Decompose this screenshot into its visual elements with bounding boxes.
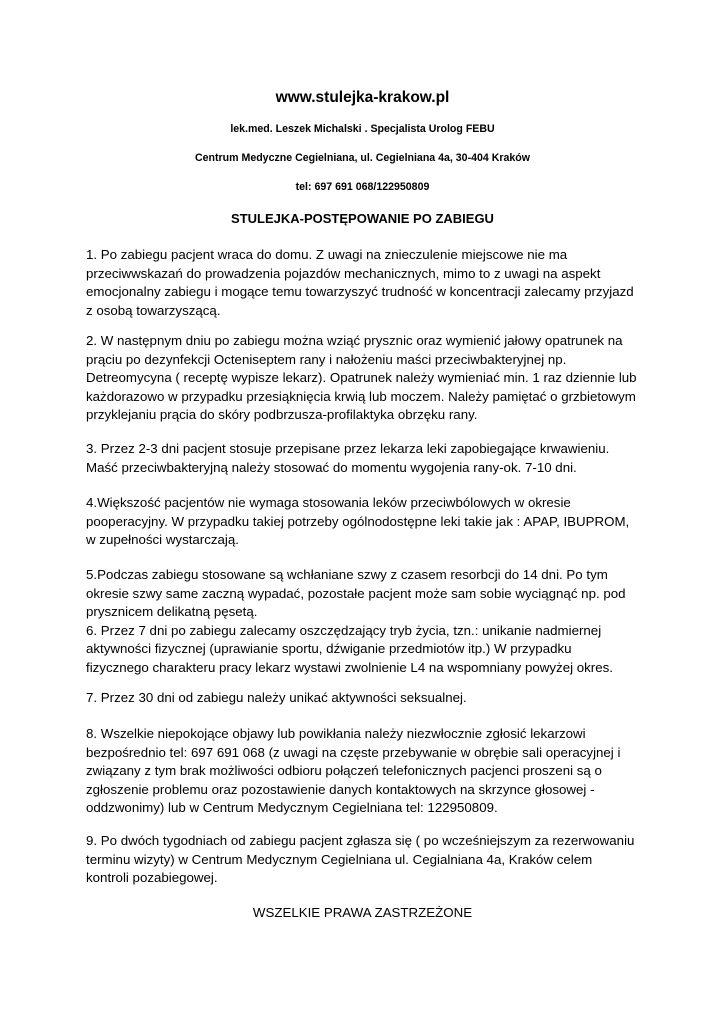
doctor-name: lek.med. Leszek Michalski . Specjalista Urolog FEBU — [230, 123, 495, 135]
paragraph-9: 9. Po dwóch tygodniach od zabiegu pacjent zgłasza się ( po wcześniejszym za rezerwowaniu terminu wizyty) w Centrum Medycznym Cegielniana ul. Cegialniana 4a, Kraków celem kontroli pozabiegowej. — [86, 833, 635, 886]
paragraph-4: 4.Większość pacjentów nie wymaga stosowania leków przeciwbólowych w okresie pooperacyjny. W przypadku takiej potrzeby ogólnodostępne leki takie jak : APAP, IBUPROM, w zupełności wystarczają. — [86, 495, 630, 548]
phone-numbers: tel: 697 691 068/122950809 — [295, 181, 430, 193]
paragraph-7: 7. Przez 30 dni od zabiegu należy unikać aktywności seksualnej. — [86, 690, 467, 705]
paragraph-5-6: 5.Podczas zabiegu stosowane są wchłaniane szwy z czasem resorbcji do 14 dni. Po tym okresie szwy same zaczną wypadać, pozostałe pacjent może sam sobie wyciągnąć np. pod prysznicem delikatną pęsetą. 6. Przez 7 dni po zabiegu zalecamy oszczędzający tryb życia, tzn.: unikanie nadmiernej aktywności fizycznej (uprawianie sportu, dźwiganie przedmiotów itp.) W przypadku fizycznego charakteru pracy lekarz wystawi zwolnienie L4 na wspomniany powyżej okres. — [86, 567, 626, 675]
website-url: www.stulejka-krakow.pl — [275, 89, 450, 106]
document-title: STULEJKA-POSTĘPOWANIE PO ZABIEGU — [231, 211, 494, 226]
paragraph-3: 3. Przez 2-3 dni pacjent stosuje przepisane przez lekarza leki zapobiegające krwawieniu. Maść przeciwbakteryjną należy stosować do momentu wygojenia rany-ok. 7-10 dni. — [86, 441, 610, 475]
paragraph-1: 1. Po zabiegu pacjent wraca do domu. Z uwagi na znieczulenie miejscowe nie ma przeciwwskazań do prowadzenia pojazdów mechanicznych, mimo to z uwagi na aspekt emocjonalny zabiegu i mogące temu towarzyszyć trudność w koncentracji zalecamy przyjazd z osobą towarzyszącą. — [86, 247, 634, 318]
copyright-footer: WSZELKIE PRAWA ZASTRZEŻONE — [252, 905, 473, 920]
paragraph-2: 2. W następnym dniu po zabiegu można wziąć prysznic oraz wymienić jałowy opatrunek na prąciu po dezynfekcji Octeniseptem rany i nałożeniu maści przeciwbakteryjnej np. Detreomycyna ( receptę wypisze lekarz). Opatrunek należy wymieniać min. 1 raz dziennie lub każdorazowo w przypadku przesiąknięcia krwią lub moczem. Należy pamiętać o grzbietowym przyklejaniu prącia do skóry podbrzusza-profilaktyka obrzęku rany. — [86, 333, 637, 423]
clinic-address: Centrum Medyczne Cegielniana, ul. Cegielniana 4a, 30-404 Kraków — [195, 152, 530, 164]
paragraph-8: 8. Wszelkie niepokojące objawy lub powikłania należy niezwłocznie zgłosić lekarzowi bezpośrednio tel: 697 691 068 (z uwagi na częste przebywanie w obrębie sali operacyjnej i związany z tym brak możliwości odbioru połączeń telefonicznych pacjenci proszeni są o zgłoszenie problemu oraz pozostawienie danych kontaktowych na skrzynce głosowej - oddzwonimy) lub w Centrum Medycznym Cegielniana tel: 122950809. — [86, 726, 621, 816]
